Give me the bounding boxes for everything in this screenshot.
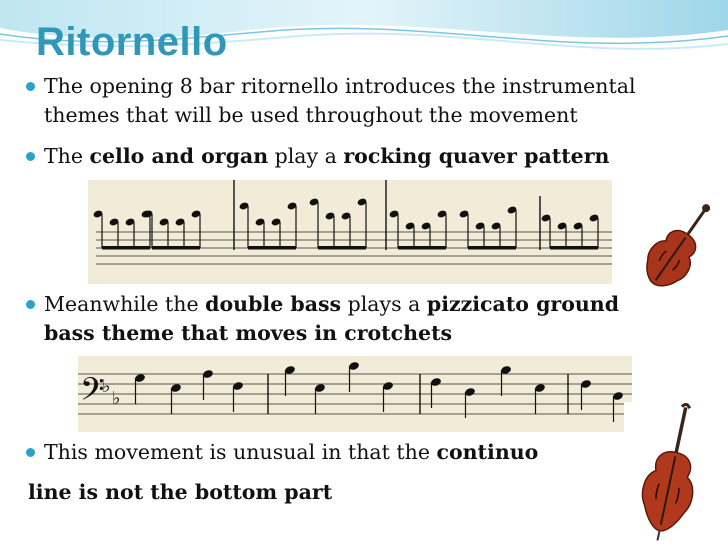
note-beam bbox=[468, 246, 516, 250]
bullet-continuo-line2: line is not the bottom part bbox=[28, 480, 333, 504]
bass-clef-score-excerpt bbox=[78, 356, 632, 432]
bullet-ritornello-intro bbox=[44, 72, 636, 130]
note-beam bbox=[248, 246, 296, 250]
note-beam bbox=[550, 246, 598, 250]
text: play a bbox=[268, 144, 344, 168]
bold-text: cello and organ bbox=[89, 144, 269, 168]
slide-title: Ritornello bbox=[36, 20, 228, 64]
bullet-line: The opening 8 bar ritornello introduces the instrumental bbox=[44, 74, 636, 98]
note-beam bbox=[102, 246, 150, 250]
bullet-continuo bbox=[44, 438, 538, 467]
flat-icon: ♭ bbox=[102, 376, 111, 397]
note-beam bbox=[318, 246, 366, 250]
bullet-line: themes that will be used throughout the movement bbox=[44, 103, 578, 127]
bullet-dot bbox=[26, 448, 35, 457]
bullet-dot bbox=[26, 300, 35, 309]
flat-icon: ♭ bbox=[112, 388, 121, 409]
bullet-double-bass bbox=[44, 290, 619, 348]
bullet-dot bbox=[26, 82, 35, 91]
bold-text: bass theme that moves in crotchets bbox=[44, 321, 453, 345]
bold-text: rocking quaver pattern bbox=[343, 144, 610, 168]
text: This movement is unusual in that the bbox=[44, 440, 437, 464]
bass-clef-icon: 𝄢 bbox=[80, 371, 105, 415]
bold-text: pizzicato ground bbox=[426, 292, 620, 316]
note-beam bbox=[152, 246, 200, 250]
text: The bbox=[44, 144, 90, 168]
quaver-score-excerpt bbox=[88, 180, 612, 284]
text: Meanwhile the bbox=[44, 292, 206, 316]
text: plays a bbox=[341, 292, 427, 316]
note-beam bbox=[398, 246, 446, 250]
cello-icon bbox=[624, 194, 724, 304]
bold-text: double bass bbox=[205, 292, 342, 316]
bold-text: continuo bbox=[436, 440, 539, 464]
bullet-dot bbox=[26, 152, 35, 161]
bullet-cello-organ bbox=[44, 142, 609, 171]
double-bass-icon bbox=[624, 402, 720, 544]
